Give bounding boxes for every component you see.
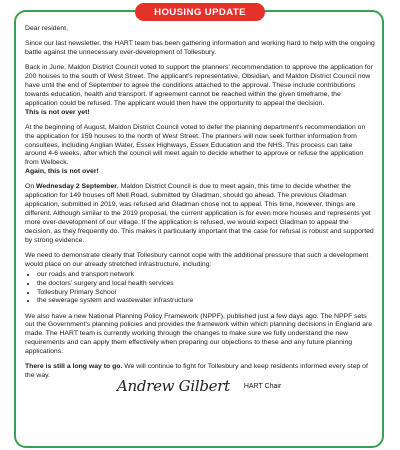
nppf-paragraph: We also have a new National Planning Policy Framework (NPPF), published just a few days ago. The NPPF sets out the Government's planning policies and provides the framework within which planning decisions in England are made. The HART team is currently working through the changes to make sure we fully understand the new requirements and can apply them effectively when preparing our objections to these and any future planning applications. — [25, 312, 373, 356]
west-street-south-text: Back in June, Maldon District Council voted to support the planners' recommendation to approve the application for 200 houses to the south of West Street. The applicant's representative, Obsidian, and Maldon District Council now have until the end of September to agree the conditions attached to the approval. These include contributions towards education, health and transport. If agreement cannot be reached within the given timeframe, the application could be refused. The applicant would then have the opportunity to appeal the decision. — [25, 64, 373, 107]
west-street-south-paragraph — [25, 64, 375, 117]
signature: Andrew Gilbert — [117, 376, 230, 395]
meeting-date: Wednesday 2 September — [36, 183, 117, 191]
housing-update-banner: HOUSING UPDATE — [135, 3, 265, 21]
west-street-north-text: At the beginning of August, Maldon District Council voted to defer the planning department's recommendation on the application for 159 houses to the north of West Street. The planners will now seek further information from consultees, including Anglian Water, Essex Highways, Essex Education and the NHS. This process can take around 4-6 weeks, after which the council will meet again to decide whether to approve or refuse the application from Welbeck. — [25, 123, 366, 167]
signature-role: HART Chair — [243, 383, 282, 391]
list-item: • the sewerage system and wastewater infrastructure — [37, 297, 375, 306]
intro-paragraph: Since our last newsletter, the HART team has been gathering information and working hard to help with the ongoing battle against the unnecessary over-development of Tollesbury. — [25, 40, 375, 56]
signature-block — [117, 376, 375, 395]
letter-body — [25, 25, 375, 395]
greeting: Dear resident, — [25, 25, 68, 32]
mell-road-text: , Maldon District Council is due to meet again, this time to decide whether the application for 149 houses off Mell Road, submitted by Gladman, should go ahead. The previous Gladman application, submitted in 2019, was refused and Gladman chose not to appeal. This time, however, things are different. Although similar to the 2019 proposal, the current application is for even more houses and represents yet more over-development of our village. If the application is refused, we would expect Gladman to appeal the decision, as they frequently do. This makes it particularly important that the case for refusal is robust and supported by strong evidence. — [25, 183, 374, 244]
list-item: • Tollesbury Primary School — [37, 289, 375, 298]
west-street-north-paragraph — [25, 124, 375, 177]
list-item: • the doctors' surgery and local health services — [37, 280, 375, 289]
again-not-over-callout: Again, this is not over! — [25, 168, 99, 176]
closing-text: We will continue to fight for Tollesbury and keep residents informed every step of the way. — [25, 363, 368, 380]
not-over-yet-callout: This is not over yet! — [25, 108, 90, 116]
mell-road-paragraph — [25, 183, 375, 245]
mell-road-lead: On — [25, 183, 37, 191]
infrastructure-list — [25, 271, 375, 307]
list-item: • our roads and transport network — [37, 271, 375, 280]
long-way-callout: There is still a long way to go. — [25, 363, 123, 371]
infrastructure-intro: We need to demonstrate clearly that Tollesbury cannot cope with the additional pressure that such a development would place on our already stretched infrastructure, including: — [25, 251, 369, 268]
